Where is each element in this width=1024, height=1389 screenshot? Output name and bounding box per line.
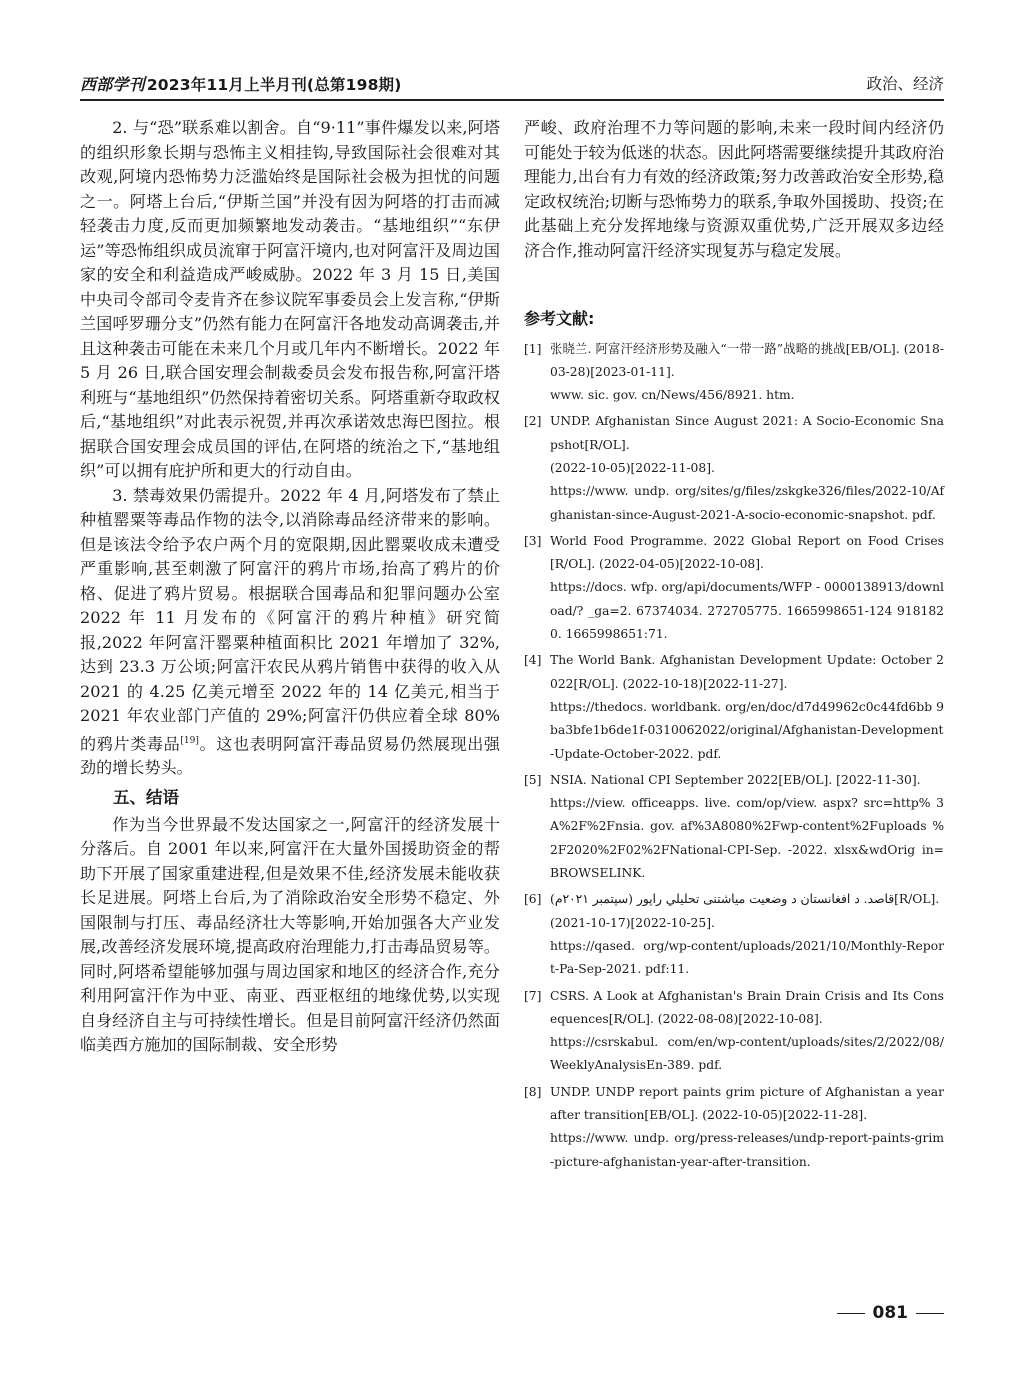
reference-line: The World Bank. Afghanistan Development Update: October 2022[R/OL]. (2022-10-18)[2022-11-27]. (550, 653, 944, 691)
reference-line: www. sic. gov. cn/News/456/8921. htm. (550, 388, 795, 403)
reference-line: World Food Programme. 2022 Global Report on Food Crises [R/OL]. (2022-04-05)[2022-10-08]. (550, 533, 944, 572)
citation-19: [19] (180, 735, 199, 746)
reference-item (524, 530, 944, 646)
reference-number: [7] (524, 988, 542, 1003)
reference-item (524, 769, 944, 885)
reference-item (524, 888, 944, 981)
journal-issue-info (80, 72, 402, 95)
page-number: 081 (872, 1303, 908, 1323)
reference-line: https://view. officeapps. live. com/op/view. aspx? src=http% 3A%2F%2Fnsia. gov. af%3A8080%2Fwp-content%2Fuploads %2F2020%2F02%2FNational-CPI-Sep. -2022. xlsx&wdOrig in=BROWSELINK. (550, 796, 944, 881)
paragraph-terror-links: 2. 与“恐”联系难以割舍。自“9·11”事件爆发以来,阿塔的组织形象长期与恐怖主义相挂钩,导致国际社会很难对其改观,阿境内恐怖势力泛滥始终是国际社会极为担忧的问题之一。阿塔上台后,“伊斯兰国”并没有因为阿塔的打击而减轻袭击力度,反而更加频繁地发动袭击。“基地组织”“东伊运”等恐怖组织成员流窜于阿富汗境内,也对阿富汗及周边国家的安全和利益造成严峻威胁。2022 年 3 月 15 日,美国中央司令部司令麦肯齐在参议院军事委员会上发言称,“伊斯兰国呼罗珊分支”仍然有能力在阿富汗各地发动高调袭击,并且这种袭击可能在未来几个月或几年内不断增长。2022 年 5 月 26 日,联合国安理会制裁委员会发布报告称,阿富汗塔利班与“基地组织”仍然保持着密切关系。阿塔重新夺取政权后,“基地组织”对此表示祝贺,并再次承诺效忠海巴图拉。根据联合国安理会成员国的评估,在阿塔的统治之下,“基地组织”可以拥有庇护所和更大的行动自由。 (80, 118, 500, 480)
reference-line: https://docs. wfp. org/api/documents/WFP - 0000138913/download/? _ga=2. 67374034. 272705775. 1665998651-124 9181820. 1665998651:71. (550, 580, 944, 642)
reference-line: https://www. undp. org/sites/g/files/zskgke326/files/2022-10/Afghanistan-since-August-2021-A-socio-economic-snapshot. pdf. (550, 484, 944, 522)
reference-line: https://thedocs. worldbank. org/en/doc/d7d49962c0c44fd6bb 9ba3bfe1b6de1f-0310062022/original/Afghanistan-Development-Update-October-2022. pdf. (550, 699, 944, 761)
reference-line: https://www. undp. org/press-releases/undp-report-paints-grim-picture-afghanistan-year-after-transition. (550, 1131, 944, 1169)
reference-number: [6] (524, 892, 542, 907)
paragraph-conclusion-cont: 严峻、政府治理不力等问题的影响,未来一段时间内经济仍可能处于较为低迷的状态。因此阿塔需要继续提升其政府治理能力,出台有力有效的经济政策;努力改善政治安全形势,稳定政权统治;切断与恐怖势力的联系,争取外国援助、投资;在此基础上充分发挥地缘与资源双重优势,广泛开展双多边经济合作,推动阿富汗经济实现复苏与稳定发展。 (524, 118, 944, 260)
issue-label: 2023年11月上半月刊(总第198期) (146, 76, 402, 94)
drug-control-tail: 。这也表明阿富汗毒品贸易仍然展现出强劲的增长势头。 (80, 733, 501, 778)
reference-line: UNDP. UNDP report paints grim picture of Afghanistan a year after transition[EB/OL]. (2022-10-05)[2022-11-28]. (550, 1084, 944, 1122)
reference-number: [5] (524, 772, 542, 787)
reference-number: [4] (524, 653, 542, 668)
right-column (524, 116, 944, 1177)
references-heading: 参考文献: (524, 309, 595, 328)
running-header (80, 68, 944, 98)
references-list (524, 338, 944, 1174)
section-heading-conclusion: 五、结语 (113, 787, 179, 807)
reference-number: [3] (524, 533, 542, 548)
reference-item (524, 1081, 944, 1174)
reference-line: CSRS. A Look at Afghanistan's Brain Drain Crisis and Its Consequences[R/OL]. (2022-08-08)[2022-10-08]. (550, 988, 944, 1026)
paragraph-drug-control (80, 484, 500, 781)
reference-item (524, 410, 944, 526)
reference-item (524, 649, 944, 765)
reference-line: (2021-10-17)[2022-10-25]. (550, 915, 715, 930)
reference-line: UNDP. Afghanistan Since August 2021: A Socio-Economic Snapshot[R/OL]. (550, 414, 944, 452)
reference-number: [2] (524, 414, 542, 429)
section-label: 政治、经济 (866, 75, 944, 93)
reference-line: (سپتمبر ۲۰۲۱م) قاصد. د افغانستان د وضعیت میاشتنی تحلیلي راپور[R/OL]. (550, 892, 940, 907)
reference-line: 张晓兰. 阿富汗经济形势及融入“一带一路”战略的挑战[EB/OL]. (2018-03-28)[2023-01-11]. (550, 341, 944, 379)
header-divider (80, 99, 944, 101)
reference-number: [8] (524, 1084, 542, 1099)
reference-line: https://csrskabul. com/en/wp-content/uploads/sites/2/2022/08/WeeklyAnalysisEn-389. pdf. (550, 1035, 944, 1073)
journal-logo: 西部学刊 (80, 75, 145, 94)
reference-line: (2022-10-05)[2022-11-08]. (550, 460, 715, 475)
reference-line: https://qased. org/wp-content/uploads/2021/10/Monthly-Report-Pa-Sep-2021. pdf:11. (550, 938, 944, 977)
paragraph-conclusion: 作为当今世界最不发达国家之一,阿富汗的经济发展十分落后。自 2001 年以来,阿富汗在大量外国援助资金的帮助下开展了国家重建进程,但是效果不佳,经济发展未能收获长足进展。阿塔上台后,为了消除政治安全形势不稳定、外国限制与打压、毒品经济壮大等影响,开始加强各大产业发展,改善经济发展环境,提高政府治理能力,打击毒品贸易等。同时,阿塔希望能够加强与周边国家和地区的经济合作,充分利用阿富汗作为中亚、南亚、西亚枢纽的地缘优势,以实现自身经济自主与可持续性增长。但是目前阿富汗经济仍然面临美西方施加的国际制裁、安全形势 (80, 814, 500, 1055)
reference-line: NSIA. National CPI September 2022[EB/OL]. [2022-11-30]. (550, 772, 921, 787)
footer-dash-left (837, 1313, 865, 1314)
left-column (80, 116, 500, 1058)
footer-dash-right (916, 1313, 944, 1314)
drug-control-text: 3. 禁毒效果仍需提升。2022 年 4 月,阿塔发布了禁止种植罂粟等毒品作物的法令,以消除毒品经济带来的影响。但是该法令给予农户两个月的宽限期,因此罂粟收成未遭受严重影响,甚至刺激了阿富汗的鸦片市场,抬高了鸦片的价格、促进了鸦片贸易。根据联合国毒品和犯罪问题办公室 2022 年 11 月发布的《阿富汗的鸦片种植》研究简报,2022 年阿富汗罂粟种植面积比 2021 年增加了 32%,达到 23.3 万公顷;阿富汗农民从鸦片销售中获得的收入从 2021 的 4.25 亿美元增至 2022 年的 14 亿美元,相当于 2021 年农业部门产值的 29%;阿富汗仍供应着全球 80%的鸦片类毒品 (80, 485, 500, 753)
page-footer (837, 1303, 945, 1323)
reference-number: [1] (524, 341, 542, 356)
reference-item (524, 985, 944, 1078)
reference-item (524, 338, 944, 408)
